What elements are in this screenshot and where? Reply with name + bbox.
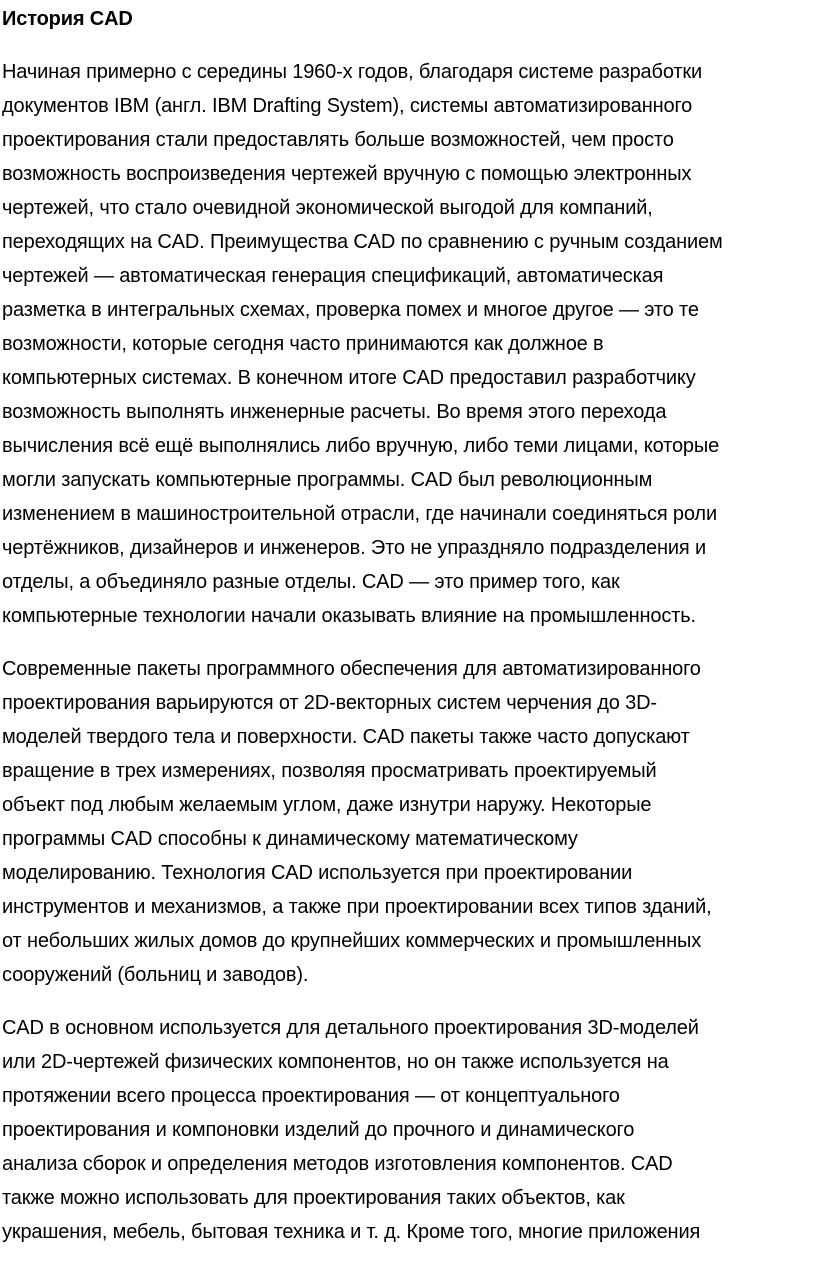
text-line: Современные пакеты программного обеспечения для автоматизированного [2, 658, 701, 680]
text-line: вращение в трех измерениях, позволяя просматривать проектируемый [2, 760, 657, 782]
text-line: Начиная примерно с середины 1960-х годов, благодаря системе разработки [2, 61, 702, 83]
text-line: моделей твердого тела и поверхности. CAD пакеты также часто допускают [2, 726, 690, 748]
text-line: инструментов и механизмов, а также при проектировании всех типов зданий, [2, 896, 712, 918]
text-line: изменением в машиностроительной отрасли, где начинали соединяться роли [2, 503, 717, 525]
text-line: переходящих на CAD. Преимущества CAD по сравнению с ручным созданием [2, 231, 723, 253]
text-line: или 2D-чертежей физических компонентов, но он также используется на [2, 1051, 669, 1073]
text-line: чертежей, что стало очевидной экономической выгодой для компаний, [2, 197, 653, 219]
text-line: компьютерные технологии начали оказывать влияние на промышленность. [2, 605, 696, 627]
text-line: разметка в интегральных схемах, проверка помех и многое другое — это те [2, 299, 699, 321]
text-line: чертёжников, дизайнеров и инженеров. Это не упраздняло подразделения и [2, 537, 706, 559]
text-line: программы CAD способны к динамическому математическому [2, 828, 578, 850]
text-line: компьютерных системах. В конечном итоге CAD предоставил разработчику [2, 367, 696, 389]
text-line: также можно использовать для проектирования таких объектов, как [2, 1187, 625, 1209]
paragraph-history [2, 55, 814, 633]
text-line: проектирования стали предоставлять больше возможностей, чем просто [2, 129, 674, 151]
document-title: История CAD [2, 8, 133, 30]
text-line: возможность воспроизведения чертежей вручную с помощью электронных [2, 163, 692, 185]
text-line: чертежей — автоматическая генерация спецификаций, автоматическая [2, 265, 664, 287]
text-line: документов IBM (англ. IBM Drafting System), системы автоматизированного [2, 95, 693, 117]
text-line: проектирования варьируются от 2D-векторных систем черчения до 3D- [2, 692, 657, 714]
text-line: проектирования и компоновки изделий до прочного и динамического [2, 1119, 635, 1141]
text-line: протяжении всего процесса проектирования — от концептуального [2, 1085, 620, 1107]
text-line: CAD в основном используется для детального проектирования 3D-моделей [2, 1017, 699, 1039]
text-line: сооружений (больниц и заводов). [2, 964, 309, 986]
paragraph-cad-usage [2, 1011, 814, 1249]
text-line: украшения, мебель, бытовая техника и т. д. Кроме того, многие приложения [2, 1221, 701, 1243]
text-line: моделированию. Технология CAD используется при проектировании [2, 862, 633, 884]
text-line: от небольших жилых домов до крупнейших коммерческих и промышленных [2, 930, 702, 952]
text-line: могли запускать компьютерные программы. CAD был революционным [2, 469, 653, 491]
text-line: возможность выполнять инженерные расчеты. Во время этого перехода [2, 401, 667, 423]
paragraph-modern-packages [2, 652, 814, 992]
text-line: анализа сборок и определения методов изготовления компонентов. CAD [2, 1153, 673, 1175]
text-line: объект под любым желаемым углом, даже изнутри наружу. Некоторые [2, 794, 652, 816]
text-line: возможности, которые сегодня часто принимаются как должное в [2, 333, 604, 355]
text-line: отделы, а объединяло разные отделы. CAD — это пример того, как [2, 571, 620, 593]
text-line: вычисления всё ещё выполнялись либо вручную, либо теми лицами, которые [2, 435, 720, 457]
